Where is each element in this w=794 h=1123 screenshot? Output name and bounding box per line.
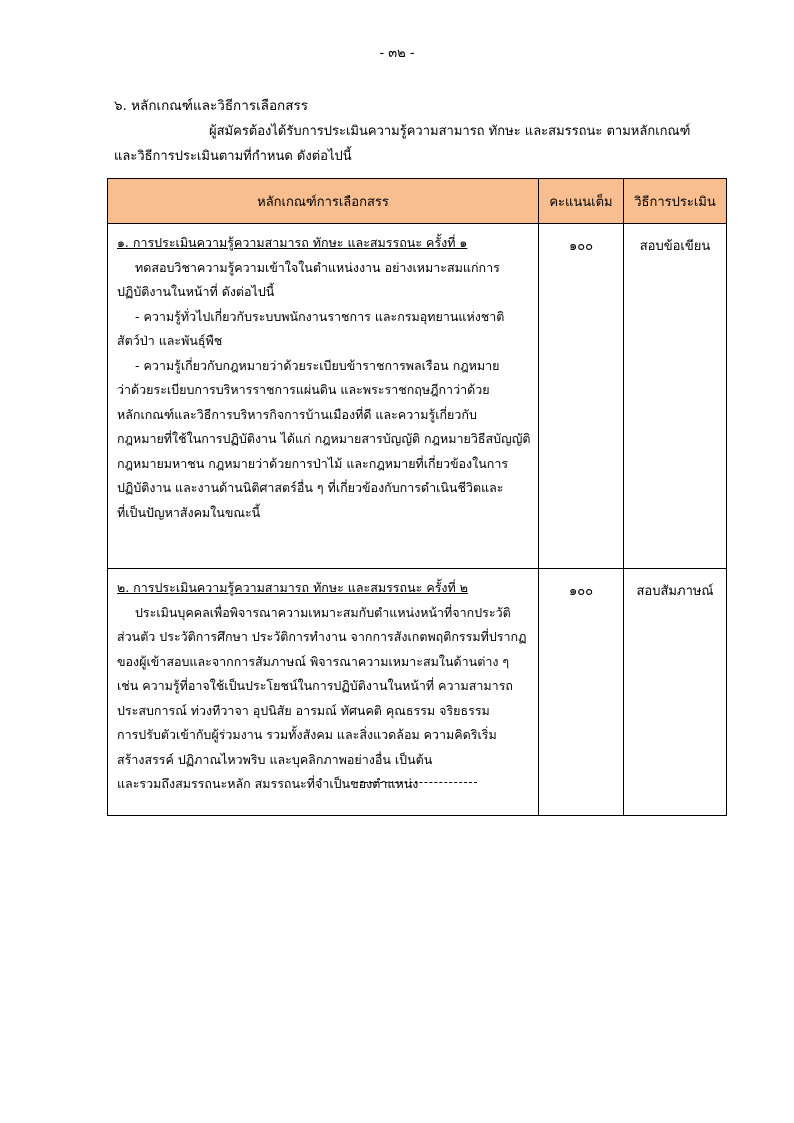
section-heading: ๖. หลักเกณฑ์และวิธีการเลือกสรร	[114, 98, 308, 114]
score-cell: ๑๐๐	[539, 569, 624, 816]
criteria-title: ๒. การประเมินความรู้ความสามารถ ทักษะ และสมรรถนะ ครั้งที่ ๒	[117, 580, 468, 595]
end-divider	[355, 782, 477, 783]
table-row	[108, 569, 727, 816]
criteria-line: - ความรู้ทั่วไปเกี่ยวกับระบบพนักงานราชการ และกรมอุทยานแห่งชาติ	[135, 308, 505, 324]
intro-line-1: ผู้สมัครต้องได้รับการประเมินความรู้ความสามารถ ทักษะ และสมรรถนะ ตามหลักเกณฑ์	[209, 124, 691, 139]
header-criteria: หลักเกณฑ์การเลือกสรร	[108, 179, 539, 224]
criteria-line: ประเมินบุคคลเพื่อพิจารณาความเหมาะสมกับตำแหน่งหน้าที่จากประวัติ	[135, 604, 511, 620]
criteria-line: ว่าด้วยระเบียบการบริหารราชการแผ่นดิน และพระราชกฤษฎีกาว่าด้วย	[117, 382, 490, 397]
method-cell: สอบสัมภาษณ์	[624, 569, 727, 816]
header-score: คะแนนเต็ม	[539, 179, 624, 224]
header-method: วิธีการประเมิน	[624, 179, 727, 224]
criteria-cell	[108, 224, 539, 569]
criteria-line: ส่วนตัว ประวัติการศึกษา ประวัติการทำงาน จากการสังเกตพฤติกรรมที่ปรากฏ	[117, 629, 527, 644]
table-header-row	[108, 179, 727, 224]
criteria-cell	[108, 569, 539, 816]
criteria-line: ทดสอบวิชาความรู้ความเข้าใจในตำแหน่งงาน อย่างเหมาะสมแก่การ	[135, 259, 500, 275]
criteria-line: ประสบการณ์ ท่วงทีวาจา อุปนิสัย อารมณ์ ทัศนคติ คุณธรรม จริยธรรม	[117, 702, 490, 718]
criteria-line: สร้างสรรค์ ปฏิภาณไหวพริบ และบุคลิกภาพอย่างอื่น เป็นต้น	[117, 751, 433, 767]
criteria-line: เช่น ความรู้ที่อาจใช้เป็นประโยชน์ในการปฏิบัติงานในหน้าที่ ความสามารถ	[117, 678, 513, 693]
criteria-line: ปฏิบัติงานในหน้าที่ ดังต่อไปนี้	[117, 284, 275, 299]
criteria-line: สัตว์ป่า และพันธุ์พืช	[117, 333, 223, 348]
criteria-line: กฎหมายที่ใช้ในการปฏิบัติงาน ได้แก่ กฎหมายสารบัญญัติ กฎหมายวิธีสบัญญัติ	[117, 431, 531, 446]
table-row	[108, 224, 727, 569]
page-number: - ๓๒ -	[379, 46, 415, 61]
intro-paragraph	[114, 119, 704, 169]
score-cell: ๑๐๐	[539, 224, 624, 569]
criteria-line: - ความรู้เกี่ยวกับกฎหมายว่าด้วยระเบียบข้าราชการพลเรือน กฎหมาย	[135, 357, 500, 373]
criteria-line: ที่เป็นปัญหาสังคมในขณะนี้	[117, 504, 261, 520]
criteria-line: การปรับตัวเข้ากับผู้ร่วมงาน รวมทั้งสังคม และสิ่งแวดล้อม ความคิดริเริ่ม	[117, 727, 497, 742]
criteria-title: ๑. การประเมินความรู้ความสามารถ ทักษะ และสมรรถนะ ครั้งที่ ๑	[117, 235, 468, 250]
criteria-line: หลักเกณฑ์และวิธีการบริหารกิจการบ้านเมืองที่ดี และความรู้เกี่ยวกับ	[117, 406, 477, 422]
intro-line-2: และวิธีการประเมินตามที่กำหนด ดังต่อไปนี้	[114, 149, 352, 164]
method-cell: สอบข้อเขียน	[624, 224, 727, 569]
criteria-line: กฎหมายมหาชน กฎหมายว่าด้วยการป่าไม้ และกฎหมายที่เกี่ยวข้องในการ	[117, 455, 509, 471]
criteria-line: ปฏิบัติงาน และงานด้านนิติศาสตร์อื่น ๆ ที่เกี่ยวข้องกับการดำเนินชีวิตและ	[117, 480, 504, 495]
criteria-table	[107, 178, 727, 816]
criteria-line: ของผู้เข้าสอบและจากการสัมภาษณ์ พิจารณาความเหมาะสมในด้านต่าง ๆ	[117, 653, 510, 669]
criteria-line: และรวมถึงสมรรถนะหลัก สมรรถนะที่จำเป็นของตำแหน่ง	[117, 776, 419, 791]
